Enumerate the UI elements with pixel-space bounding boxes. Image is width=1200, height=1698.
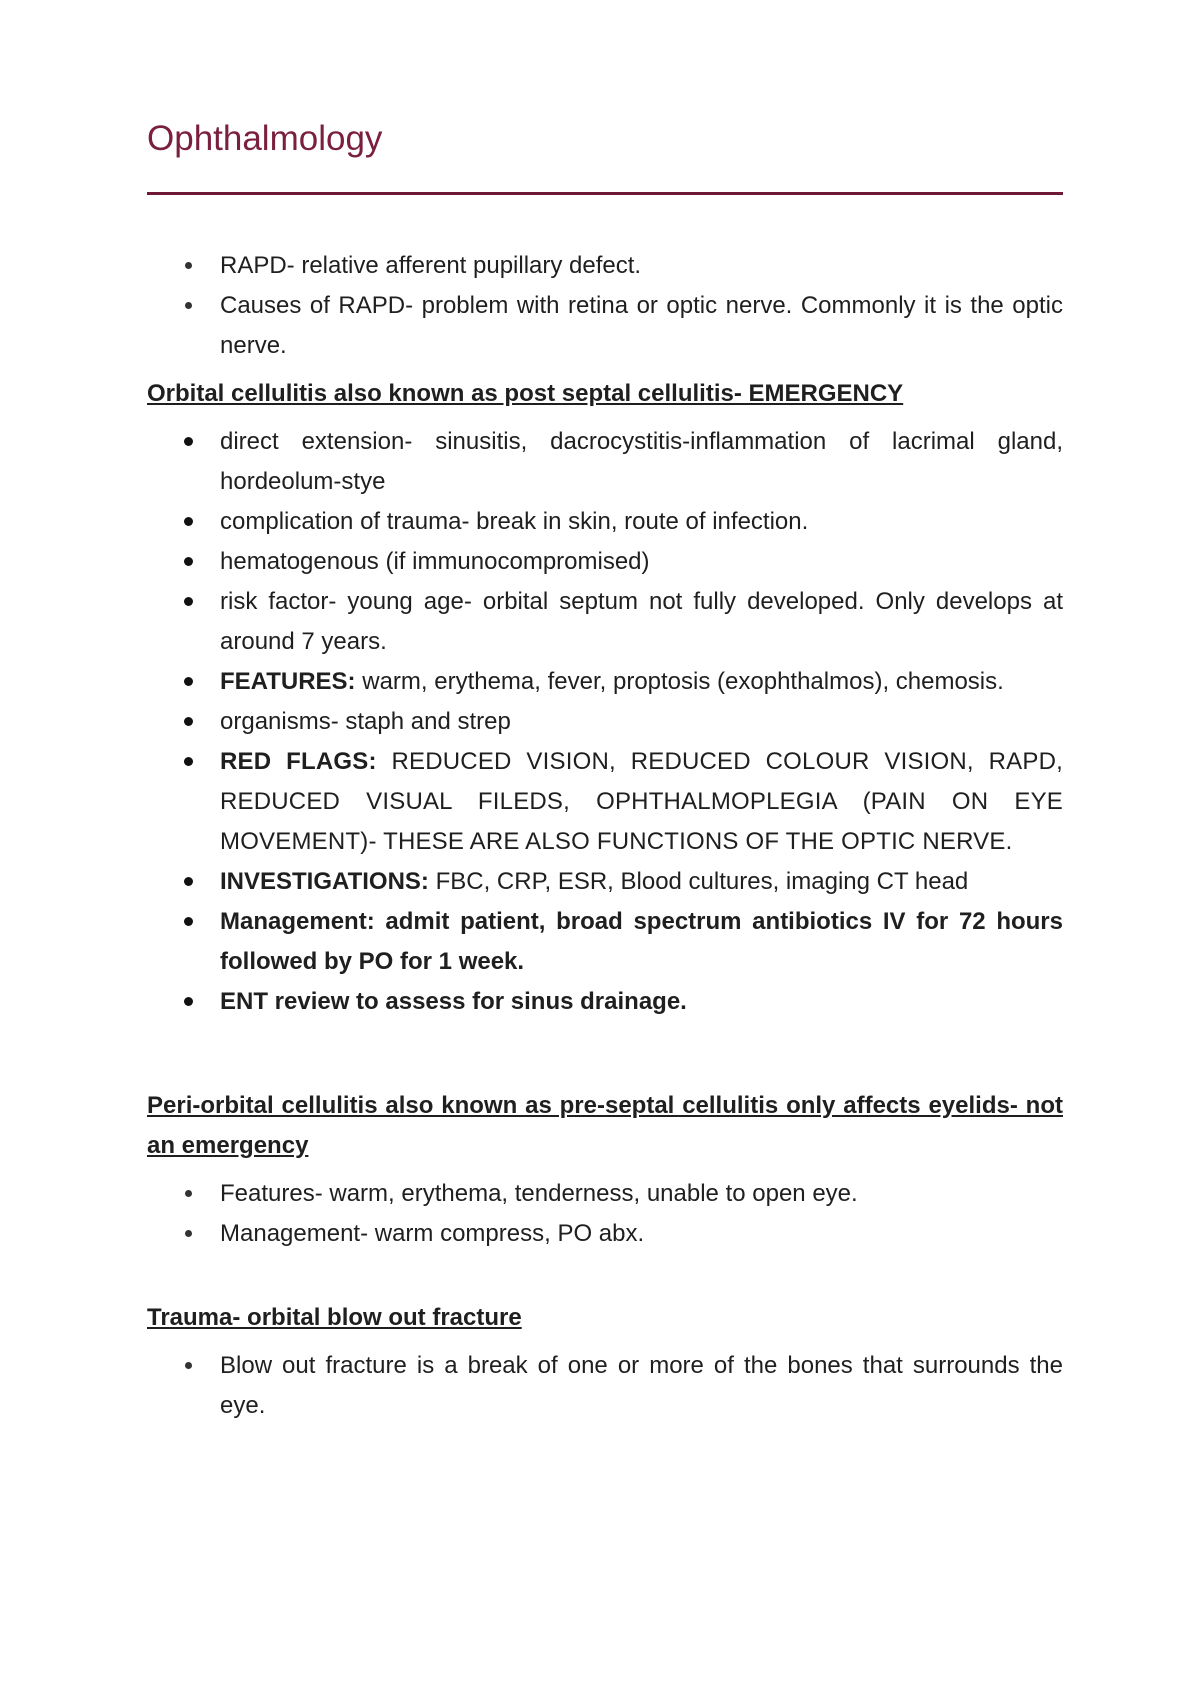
periorbital-cellulitis-list [147, 1174, 1063, 1254]
investigations-text: FBC, CRP, ESR, Blood cultures, imaging CT head [428, 868, 969, 895]
periorbital-cellulitis-heading: Peri-orbital cellulitis also known as pre-septal cellulitis only affects eyelids- not an emergency [147, 1092, 1063, 1159]
bullet-icon [184, 997, 193, 1006]
bullet-icon [184, 717, 193, 726]
document-body [147, 246, 1063, 1426]
list-item: organisms- staph and strep [147, 702, 1063, 742]
features-text: warm, erythema, fever, proptosis (exophthalmos), chemosis. [355, 668, 1004, 695]
list-item: RAPD- relative afferent pupillary defect. [147, 246, 1063, 286]
investigations-label: INVESTIGATIONS: [220, 868, 429, 895]
bullet-icon [184, 597, 193, 606]
bullet-icon [185, 1362, 192, 1369]
bullet-icon [185, 1230, 192, 1237]
orbital-cellulitis-heading: Orbital cellulitis also known as post septal cellulitis- EMERGENCY [147, 380, 904, 407]
page-title: Ophthalmology [147, 119, 383, 158]
features-label: FEATURES: [220, 668, 356, 695]
red-flags-item [147, 742, 1063, 862]
title-underline-rule [147, 192, 1063, 195]
bullet-icon [184, 877, 193, 886]
list-item: Blow out fracture is a break of one or more of the bones that surrounds the eye. [147, 1346, 1063, 1426]
list-item: Causes of RAPD- problem with retina or optic nerve. Commonly it is the optic nerve. [147, 286, 1063, 366]
bullet-icon [184, 677, 193, 686]
list-item: risk factor- young age- orbital septum not fully developed. Only develops at around 7 years. [147, 582, 1063, 662]
bullet-icon [185, 262, 192, 269]
trauma-heading: Trauma- orbital blow out fracture [147, 1304, 522, 1331]
ent-review-item: ENT review to assess for sinus drainage. [147, 982, 1063, 1022]
red-flags-label: RED FLAGS: [220, 748, 377, 775]
management-item: Management: admit patient, broad spectrum antibiotics IV for 72 hours followed by PO for 1 week. [147, 902, 1063, 982]
investigations-item [147, 862, 1063, 902]
bullet-icon [184, 917, 193, 926]
red-flags-text: REDUCED VISION, REDUCED COLOUR VISION, RAPD, REDUCED VISUAL FILEDS, OPHTHALMOPLEGIA (PAIN ON EYE MOVEMENT)- THESE ARE ALSO FUNCTIONS OF THE OPTIC NERVE. [220, 748, 1063, 855]
bullet-icon [184, 757, 193, 766]
bullet-icon [184, 557, 193, 566]
bullet-icon [184, 517, 193, 526]
list-item: Management- warm compress, PO abx. [147, 1214, 1063, 1254]
bullet-icon [184, 437, 193, 446]
orbital-cellulitis-list [147, 422, 1063, 1022]
bullet-icon [185, 1190, 192, 1197]
trauma-list [147, 1346, 1063, 1426]
list-item: hematogenous (if immunocompromised) [147, 542, 1063, 582]
intro-list [147, 246, 1063, 366]
bullet-icon [185, 302, 192, 309]
list-item: complication of trauma- break in skin, route of infection. [147, 502, 1063, 542]
list-item: direct extension- sinusitis, dacrocystitis-inflammation of lacrimal gland, hordeolum-stye [147, 422, 1063, 502]
features-item [147, 662, 1063, 702]
list-item: Features- warm, erythema, tenderness, unable to open eye. [147, 1174, 1063, 1214]
